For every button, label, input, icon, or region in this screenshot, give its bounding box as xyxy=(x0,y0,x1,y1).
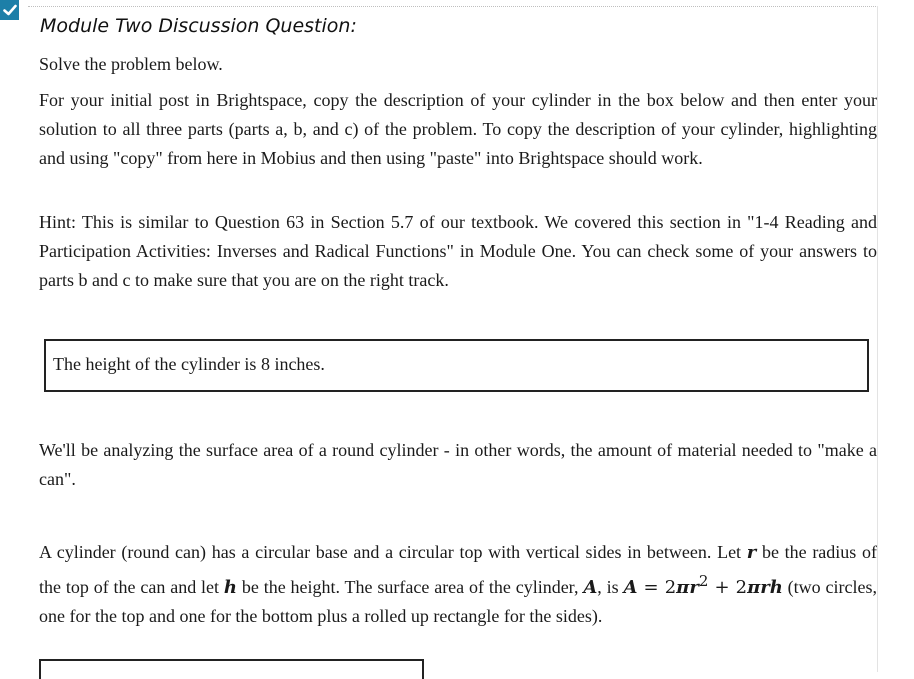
surface-area-formula xyxy=(623,572,783,598)
formula-exponent: 2 xyxy=(698,572,709,590)
cylinder-explanation xyxy=(39,538,877,631)
explanation-part-5: (two circles, one for the top and one for the bottom plus a rolled up rectangle for the sides). xyxy=(39,577,877,626)
variable-h: h xyxy=(223,577,237,598)
formula-pi: π xyxy=(676,577,690,598)
post-instructions-text: For your initial post in Brightspace, copy the description of your cylinder in the box below and then enter your solution to all three parts (parts a, b, and c) of the problem. To copy the description of your cylinder, highlighting and using "copy" from here in Mobius and then using "paste" into Brightspace should work. xyxy=(39,90,877,168)
section-right-border xyxy=(877,6,878,672)
explanation-part-2: be the radius of the top of the can and let xyxy=(39,542,877,597)
checkmark-icon xyxy=(0,0,19,20)
page-title: Module Two Discussion Question: xyxy=(40,15,357,37)
formula-pi-2: π xyxy=(747,577,761,598)
instruction-text: Solve the problem below. xyxy=(39,54,223,74)
cylinder-description-box[interactable] xyxy=(44,339,869,392)
section-top-border xyxy=(28,6,878,7)
analysis-intro-text: We'll be analyzing the surface area of a round cylinder - in other words, the amount of material needed to "make a can". xyxy=(39,440,877,489)
variable-r: r xyxy=(746,542,757,563)
explanation-part-3: be the height. The surface area of the cylinder, xyxy=(237,577,584,597)
variable-a: A xyxy=(583,577,598,598)
cylinder-description-text[interactable]: The height of the cylinder is 8 inches. xyxy=(53,354,325,374)
formula-rh: rh xyxy=(760,577,783,598)
formula-plus-2: + 2 xyxy=(708,577,748,598)
formula-r: r xyxy=(689,577,699,598)
hint-text: Hint: This is similar to Question 63 in Section 5.7 of our textbook. We covered this section in "1-4 Reading and Participation Activities: Inverses and Radical Functions" in Module One. You can check some of your answers to parts b and c to make sure that you are on the right track. xyxy=(39,212,877,290)
formula-equals-2: = 2 xyxy=(637,577,677,598)
formula-a: A xyxy=(623,577,638,598)
explanation-part-4: , is xyxy=(597,577,624,597)
explanation-part-1: A cylinder (round can) has a circular base and a circular top with vertical sides in between. Let xyxy=(39,542,747,562)
answer-input-box[interactable] xyxy=(39,659,424,679)
